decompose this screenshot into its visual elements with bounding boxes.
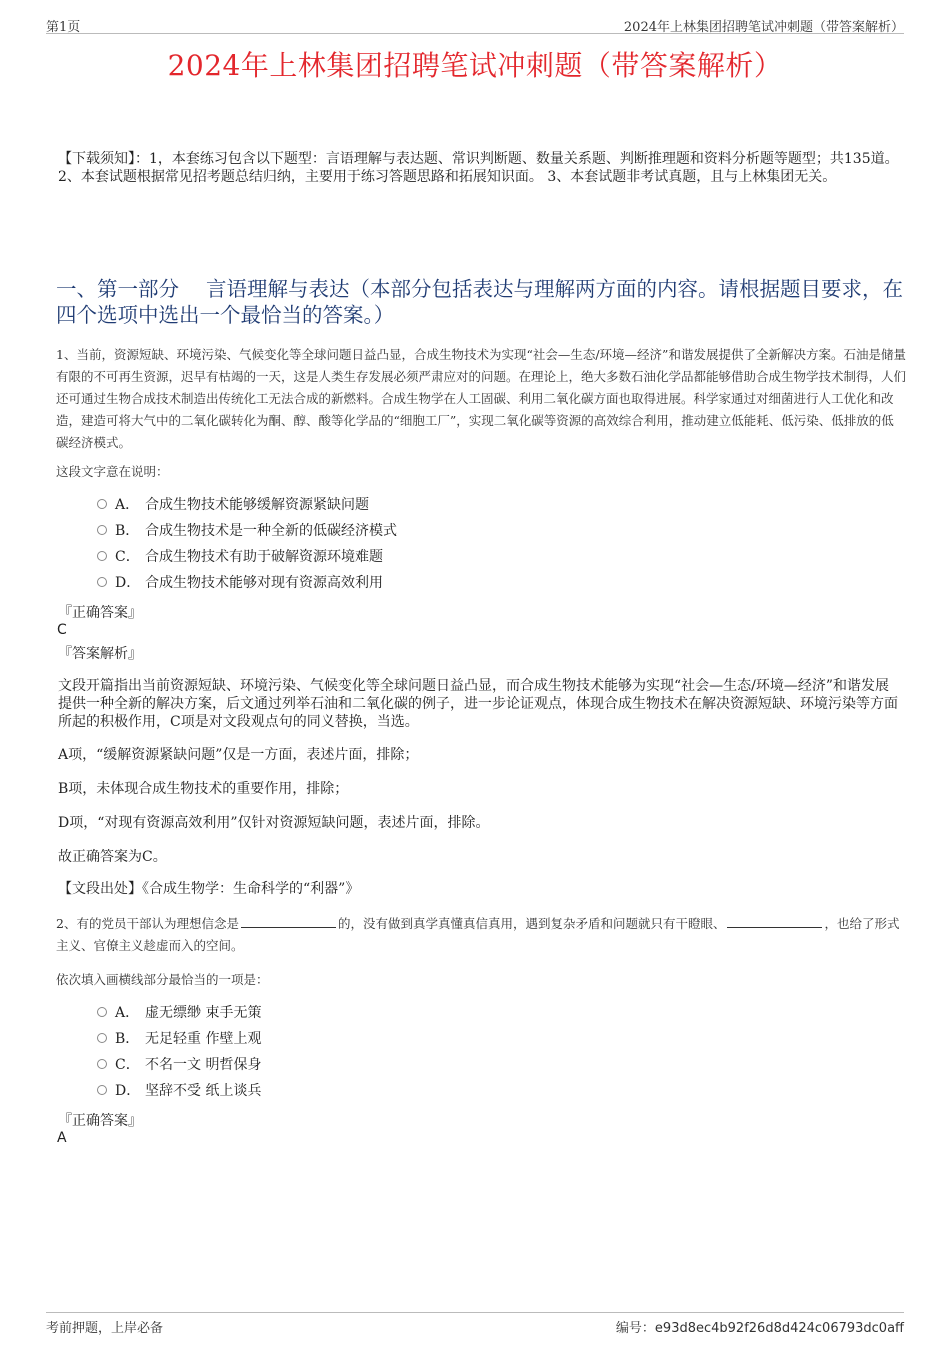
question-1-conclusion: 故正确答案为C。 — [58, 849, 167, 865]
footer-code: 编号：e93d8ec4b92f26d8d424c06793dc0aff — [615, 1321, 904, 1336]
question-1-option-b[interactable]: B． 合成生物技术是一种全新的低碳经济模式 — [97, 520, 397, 542]
footer-slogan: 考前押题，上岸必备 — [46, 1321, 164, 1336]
radio-icon[interactable] — [97, 525, 107, 535]
radio-icon[interactable] — [97, 1007, 107, 1017]
question-1-text: 1、当前，资源短缺、环境污染、气候变化等全球问题日益凸显，合成生物技术为实现“社会—生态/环境—经济”和谐发展提供了全新解决方案。石油是储量有限的不可再生资源，迟早有枯竭的一天，这是人类生存发展必须严肃应对的问题。在理论上，绝大多数石油化学品都能够借助合成生物学技术制得，人们还可通过生物合成技术制造出传统化工无法合成的新燃料。合成生物学在人工固碳、利用二氧化碳方面也取得进展。科学家通过对细菌进行人工优化和改造，建造可将大气中的二氧化碳转化为酮、醇、酸等化学品的“细胞工厂”，实现二氧化碳等资源的高效综合利用，推动建立低能耗、低污染、低排放的低碳经济模式。 — [56, 347, 907, 450]
page-footer — [46, 1312, 904, 1336]
radio-icon[interactable] — [97, 1033, 107, 1043]
radio-icon[interactable] — [97, 1059, 107, 1069]
radio-icon[interactable] — [97, 551, 107, 561]
question-1-option-a[interactable]: A． 合成生物技术能够缓解资源紧缺问题 — [97, 494, 369, 516]
question-1-analysis-b: B项，未体现合成生物技术的重要作用，排除； — [58, 781, 349, 797]
blank-line — [727, 916, 822, 928]
page-number: 第1页 — [46, 20, 81, 35]
question-2-answer-label: 『正确答案』 — [58, 1113, 142, 1129]
question-2-option-d[interactable]: D． 坚辞不受 纸上谈兵 — [97, 1080, 261, 1102]
blank-line — [241, 916, 336, 928]
question-2-option-b[interactable]: B． 无足轻重 作壁上观 — [97, 1028, 261, 1050]
question-1-answer-label: 『正确答案』 — [58, 605, 142, 621]
question-1-analysis-d: D项，“对现有资源高效利用”仅针对资源短缺问题，表述片面，排除。 — [58, 815, 490, 831]
question-2-prompt: 依次填入画横线部分最恰当的一项是： — [56, 972, 269, 987]
radio-icon[interactable] — [97, 499, 107, 509]
radio-icon[interactable] — [97, 577, 107, 587]
question-1-option-d[interactable]: D． 合成生物技术能够对现有资源高效利用 — [97, 572, 383, 594]
header-doc-title: 2024年上林集团招聘笔试冲刺题（带答案解析） — [623, 20, 904, 35]
question-1-answer: C — [57, 622, 67, 638]
radio-icon[interactable] — [97, 1085, 107, 1095]
question-2-text: 2、有的党员干部认为理想信念是 的，没有做到真学真懂真信真用，遇到复杂矛盾和问题就只有干瞪眼、 ，也给了形式主义、官僚主义趁虚而入的空间。 — [56, 916, 900, 953]
question-1-source: 【文段出处】《合成生物学：生命科学的“利器”》 — [58, 881, 360, 897]
question-1-analysis-paragraph: 文段开篇指出当前资源短缺、环境污染、气候变化等全球问题日益凸显，而合成生物技术能够为实现“社会—生态/环境—经济”和谐发展提供一种全新的解决方案，后文通过列举石油和二氧化碳的例子，进一步论证观点，体现合成生物技术在解决资源短缺、环境污染等方面所起的积极作用，C项是对文段观点句的同义替换，当选。 — [58, 678, 898, 730]
page-header — [46, 14, 904, 34]
question-1-analysis-a: A项，“缓解资源紧缺问题”仅是一方面，表述片面，排除； — [58, 747, 419, 763]
question-1-analysis-label: 『答案解析』 — [58, 646, 142, 662]
question-2-option-c[interactable]: C． 不名一文 明哲保身 — [97, 1054, 261, 1076]
question-2-option-a[interactable]: A． 虚无缥缈 束手无策 — [97, 1002, 261, 1024]
section-heading: 一、第一部分 言语理解与表达（本部分包括表达与理解两方面的内容。请根据题目要求，在四个选项中选出一个最恰当的答案。） — [56, 277, 904, 327]
question-2-answer: A — [57, 1130, 67, 1146]
question-1-prompt: 这段文字意在说明： — [56, 464, 169, 479]
question-1-option-c[interactable]: C． 合成生物技术有助于破解资源环境难题 — [97, 546, 383, 568]
page-title: 2024年上林集团招聘笔试冲刺题（带答案解析） — [167, 49, 783, 82]
download-notice: 【下载须知】：1，本套练习包含以下题型：言语理解与表达题、常识判断题、数量关系题、判断推理题和资料分析题等题型；共135道。 2、本套试题根据常见招考题总结归纳，主要用于练习答题思路和拓展知识面。 3、本套试题非考试真题，且与上林集团无关。 — [58, 151, 899, 185]
